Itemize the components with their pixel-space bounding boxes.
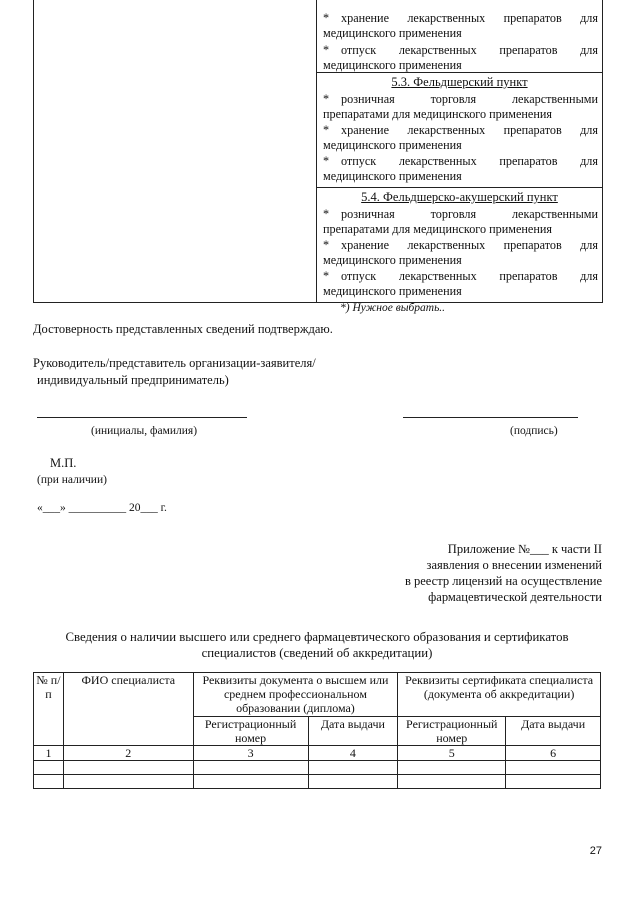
stamp-note: (при наличии): [37, 474, 107, 486]
column-number: 1: [34, 746, 64, 761]
list-item: * розничная торговля лекарственными препаратами для медицинского применения: [323, 92, 598, 121]
table-row: [34, 746, 601, 761]
table-cell: [34, 775, 64, 789]
annex-line: фармацевтической деятельности: [428, 590, 602, 604]
table-cell: [63, 761, 193, 775]
block-5-4: [317, 188, 602, 302]
column-number: 5: [398, 746, 506, 761]
section-title: 5.4. Фельдшерско-акушерский пункт: [361, 190, 558, 204]
annex-line: Приложение №___ к части II: [447, 542, 602, 556]
header-fio: ФИО специалиста: [63, 673, 193, 746]
header-certificate: Реквизиты сертификата специалиста (документа об аккредитации): [398, 673, 601, 717]
table-cell: [398, 761, 506, 775]
signature-label: (подпись): [510, 425, 558, 437]
table-cell: [63, 775, 193, 789]
table-cell: [308, 761, 398, 775]
column-number: 6: [506, 746, 601, 761]
activity-table: [33, 0, 603, 303]
header-diploma: Реквизиты документа о высшем или среднем профессиональном образовании (диплома): [193, 673, 398, 717]
column-number: 3: [193, 746, 308, 761]
list-item: * хранение лекарственных препаратов для медицинского применения: [323, 238, 598, 267]
table-cell: [506, 775, 601, 789]
table-cell: [506, 761, 601, 775]
activity-table-right-cell: [317, 0, 602, 302]
signature-line: [403, 417, 578, 418]
table-cell: [34, 761, 64, 775]
initials-signature-line: [37, 417, 247, 418]
block-5-2-continued: [317, 0, 602, 73]
table-cell: [398, 775, 506, 789]
annex-line: заявления о внесении изменений: [426, 558, 602, 572]
list-item: * хранение лекарственных препаратов для медицинского применения: [323, 11, 598, 40]
confirmation-text: Достоверность представленных сведений подтверждаю.: [33, 322, 333, 336]
date-line: «___» __________ 20___ г.: [37, 502, 167, 514]
list-item: * розничная торговля лекарственными препаратами для медицинского применения: [323, 207, 598, 236]
column-number: 4: [308, 746, 398, 761]
list-item: * хранение лекарственных препаратов для медицинского применения: [323, 123, 598, 152]
head-label-line2: индивидуальный предприниматель): [37, 373, 229, 387]
table-cell: [193, 761, 308, 775]
section-heading: [33, 629, 601, 661]
specialists-table: [33, 672, 601, 789]
header-reg-number-diploma: Регистрационный номер: [193, 717, 308, 746]
list-item: * отпуск лекарственных препаратов для медицинского применения: [323, 43, 598, 72]
activity-table-left-cell: [34, 0, 317, 302]
table-row: [34, 761, 601, 775]
section-title: 5.3. Фельдшерский пункт: [391, 75, 528, 89]
block-5-3: [317, 73, 602, 188]
header-issue-date-cert: Дата выдачи: [506, 717, 601, 746]
header-num: № п/п: [34, 673, 64, 746]
heading-line: специалистов (сведений об аккредитации): [201, 646, 433, 660]
initials-label: (инициалы, фамилия): [91, 425, 198, 437]
annex-line: в реестр лицензий на осуществление: [404, 574, 602, 588]
stamp-label: М.П.: [50, 456, 77, 470]
table-row: [34, 775, 601, 789]
list-item: * отпуск лекарственных препаратов для медицинского применения: [323, 154, 598, 183]
header-reg-number-cert: Регистрационный номер: [398, 717, 506, 746]
footnote: *) Нужное выбрать..: [340, 302, 446, 314]
heading-line: Сведения о наличии высшего или среднего фармацевтического образования и сертификатов: [65, 630, 569, 644]
page-number: 27: [589, 845, 602, 857]
header-issue-date-diploma: Дата выдачи: [308, 717, 398, 746]
table-cell: [308, 775, 398, 789]
table-cell: [193, 775, 308, 789]
head-label-line1: Руководитель/представитель организации-заявителя/: [33, 356, 316, 370]
column-number: 2: [63, 746, 193, 761]
list-item: * отпуск лекарственных препаратов для медицинского применения: [323, 269, 598, 298]
annex-header: [405, 541, 602, 605]
